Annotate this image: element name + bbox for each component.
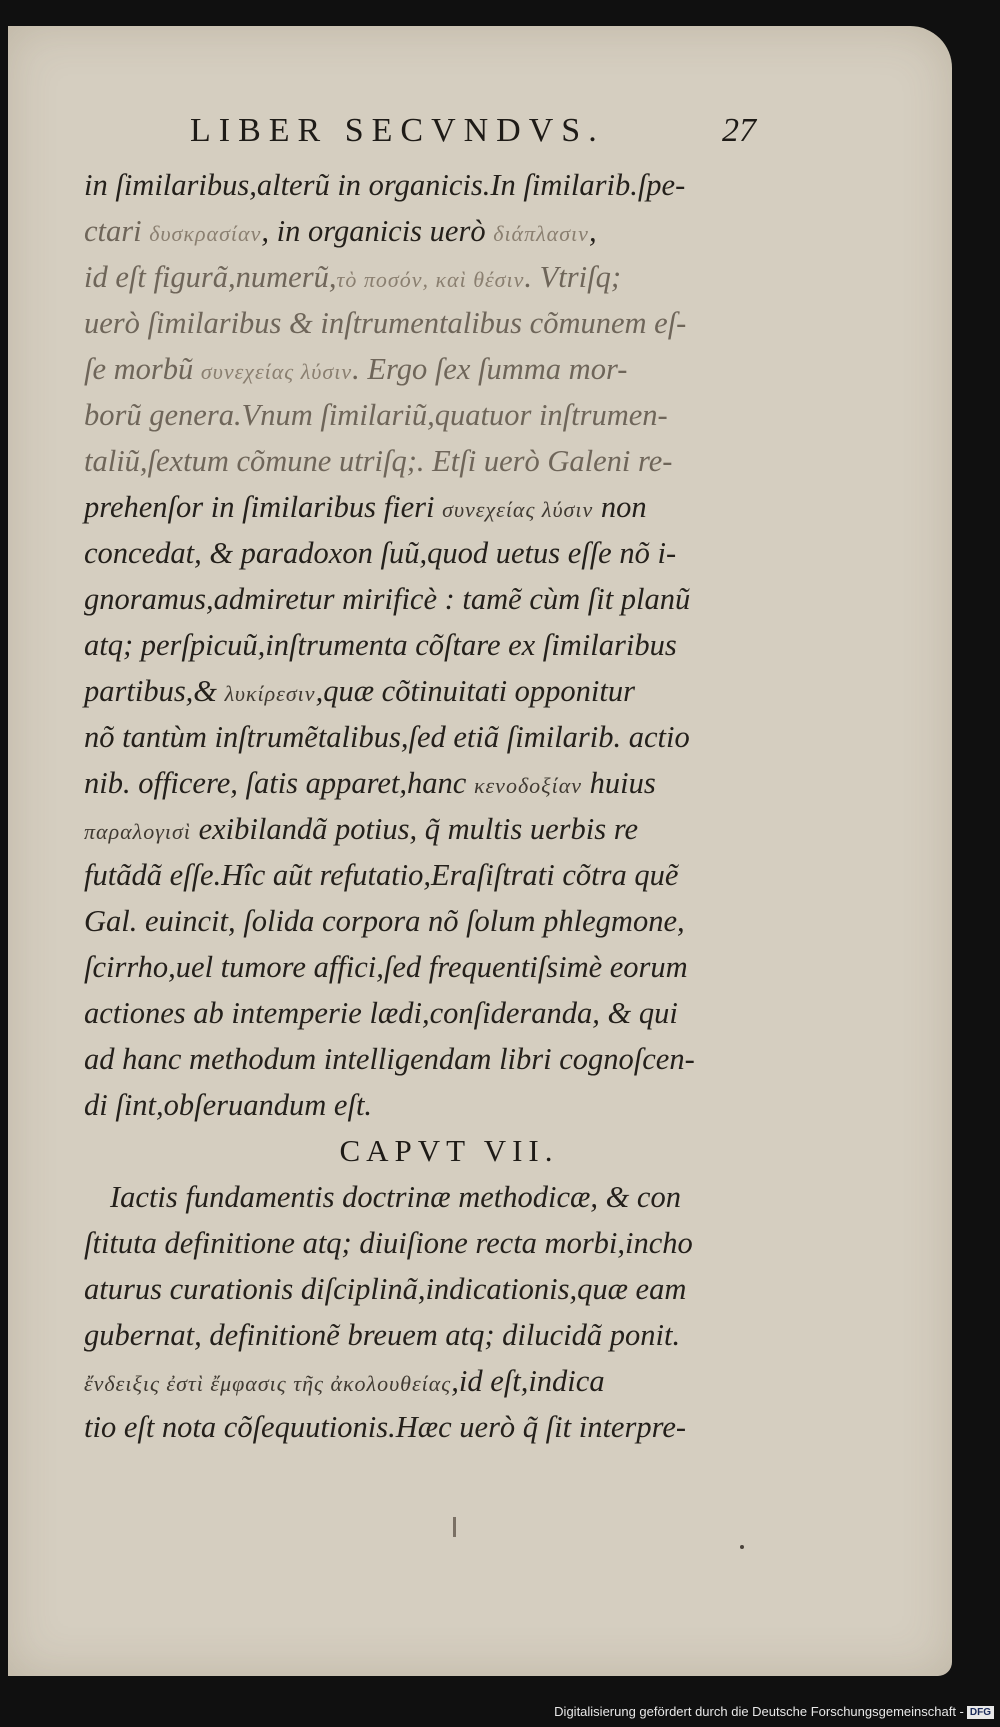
text-line [84,898,784,944]
text-segment: ,id eſt,indica [451,1364,605,1398]
text-segment: actiones ab intemperie lædi,conſideranda, & qui [84,996,678,1030]
page-number: 27 [722,112,756,149]
text-segment: id eſt figurã,numerũ, [84,260,337,294]
ink-mark [453,1517,456,1537]
greek-phrase: συνεχείας λύσιν [442,497,594,522]
text-segment: futãdã eſſe.Hîc aũt refutatio,Eraſiſtrati cõtra quẽ [84,858,679,892]
text-segment: concedat, & paradoxon ſuũ,quod uetus eſſe nõ i- [84,536,677,570]
text-segment: , [588,214,597,248]
text-line [84,208,784,254]
text-line [84,1220,784,1266]
text-line [84,530,784,576]
text-line [84,346,784,392]
greek-phrase: λυκίρεσιν [224,681,316,706]
greek-phrase: δυσκρασίαν [149,221,262,246]
text-segment: ctari [84,214,150,248]
text-line [84,300,784,346]
chapter-heading [84,1128,784,1174]
text-segment: di ſint,obſeruandum eſt. [84,1088,373,1122]
text-segment: Iactis fundamentis doctrinæ methodicæ, & con [110,1180,681,1214]
text-segment: . Vtriſq; [524,260,621,294]
greek-phrase: ἔνδειξις ἐστὶ ἔμφασις τῆς ἀκολουθείας [84,1371,452,1396]
text-segment: uerò ſimilaribus & inſtrumentalibus cõmunem eſ- [84,306,687,340]
text-segment: tio eſt nota cõſequutionis.Hæc uerò q̃ ſit interpre- [84,1410,687,1444]
text-line [84,1082,784,1128]
running-head: LIBER SECVNDVS. [190,112,605,149]
text-segment: ſe morbũ [84,352,201,386]
text-segment: nõ tantùm inſtrumẽtalibus,ſed etiã ſimilarib. actio [84,720,690,754]
text-segment: ſtituta definitione atq; diuiſione recta morbi,incho [84,1226,693,1260]
greek-phrase: τὸ ποσόν, καὶ θέσιν [336,267,525,292]
text-segment: taliũ,ſextum cõmune utriſq;. Etſi uerò Galeni re- [84,444,673,478]
text-line [84,1404,784,1450]
text-segment: nib. officere, ſatis apparet,hanc [84,766,474,800]
text-line [84,852,784,898]
text-segment: CAPVT VII. [339,1133,559,1168]
text-line [84,1036,784,1082]
text-line [84,392,784,438]
text-line [84,484,784,530]
text-line [84,760,784,806]
text-segment: ſcirrho,uel tumore affici,ſed frequentiſsimè eorum [84,950,688,984]
text-line [84,1266,784,1312]
credit-text: Digitalisierung gefördert durch die Deutsche Forschungsgemeinschaft - [554,1704,964,1719]
text-segment: atq; perſpicuũ,inſtrumenta cõſtare ex ſimilaribus [84,628,677,662]
text-segment: gnoramus,admiretur mirificè : tamẽ cùm ſit planũ [84,582,691,616]
text-line [84,990,784,1036]
text-segment: borũ genera.Vnum ſimilariũ,quatuor inſtrumen- [84,398,668,432]
text-segment: prehenſor in ſimilaribus fieri [84,490,443,524]
dfg-logo: DFG [967,1706,994,1719]
text-line [84,162,784,208]
text-segment: in ſimilaribus,alterũ in organicis.In ſimilarib.ſpe- [84,168,686,202]
text-segment: Gal. euincit, ſolida corpora nõ ſolum phlegmone, [84,904,685,938]
greek-phrase: διάπλασιν [493,221,589,246]
text-segment: . Ergo ſex ſumma mor- [352,352,628,386]
text-line [84,576,784,622]
digitization-credit [554,1704,994,1719]
text-line [84,438,784,484]
text-segment: partibus,& [84,674,225,708]
greek-phrase: κενοδοξίαν [473,773,583,798]
text-segment: ,quæ cõtinuitati opponitur [315,674,635,708]
body-text [84,162,784,1450]
text-segment: aturus curationis diſciplinã,indicationis,quæ eam [84,1272,687,1306]
text-segment: non [593,490,647,524]
text-line [84,1358,784,1404]
text-segment: exibilandã potius, q̃ multis uerbis re [190,812,638,846]
greek-phrase: συνεχείας λύσιν [200,359,353,384]
text-line [84,806,784,852]
text-line [84,254,784,300]
text-segment: , in organicis uerò [261,214,494,248]
text-line [84,668,784,714]
text-segment: huius [582,766,656,800]
text-segment: ad hanc methodum intelligendam libri cognoſcen- [84,1042,695,1076]
text-line [84,1312,784,1358]
text-line [84,1174,784,1220]
text-line [84,714,784,760]
greek-phrase: παραλογισὶ [84,819,191,844]
ink-dot [740,1545,744,1549]
text-segment: gubernat, definitionẽ breuem atq; dilucidã ponit. [84,1318,681,1352]
text-line [84,944,784,990]
text-line [84,622,784,668]
